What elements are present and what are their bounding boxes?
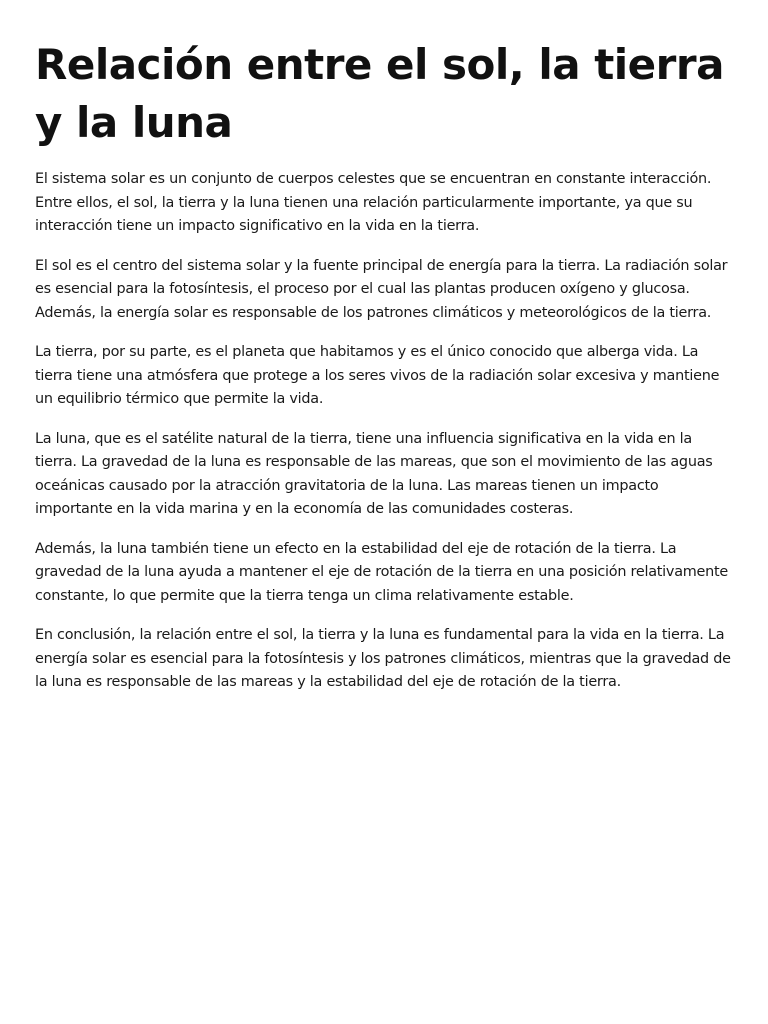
paragraph-conclusion: En conclusión, la relación entre el sol, la tierra y la luna es fundamental para la vida en la tierra. La energía solar es esencial para la fotosíntesis y los patrones climáticos, mientras que la gravedad de la luna es responsable de las mareas y la estabilidad del eje de rotación de la tierra. <box>35 627 731 690</box>
page-title: Relación entre el sol, la tierra y la luna <box>35 40 724 147</box>
paragraph-axis-stability: Además, la luna también tiene un efecto en la estabilidad del eje de rotación de la tierra. La gravedad de la luna ayuda a mantener el eje de rotación de la tierra en una posición relativamente constante, lo que permite que la tierra tenga un clima relativamente estable. <box>35 540 729 604</box>
paragraph-earth: La tierra, por su parte, es el planeta que habitamos y es el único conocido que alberga vida. La tierra tiene una atmósfera que protege a los seres vivos de la radiación solar excesiva y mantiene un equilibrio térmico que permite la vida. <box>35 344 720 407</box>
paragraph-sun: El sol es el centro del sistema solar y la fuente principal de energía para la tierra. La radiación solar es esencial para la fotosíntesis, el proceso por el cual las plantas producen oxígeno y glucosa. Además, la energía solar es responsable de los patrones climáticos y meteorológicos de la tierra. <box>35 257 728 321</box>
paragraph-intro: El sistema solar es un conjunto de cuerpos celestes que se encuentran en constante interacción. Entre ellos, el sol, la tierra y la luna tienen una relación particularmente importante, ya que su interacción tiene un impacto significativo en la vida en la tierra. <box>35 171 712 234</box>
paragraph-moon: La luna, que es el satélite natural de la tierra, tiene una influencia significativa en la vida en la tierra. La gravedad de la luna es responsable de las mareas, que son el movimiento de las aguas oceánicas causado por la atracción gravitatoria de la luna. Las mareas tienen un impacto importante en la vida marina y en la economía de las comunidades costeras. <box>35 430 713 517</box>
